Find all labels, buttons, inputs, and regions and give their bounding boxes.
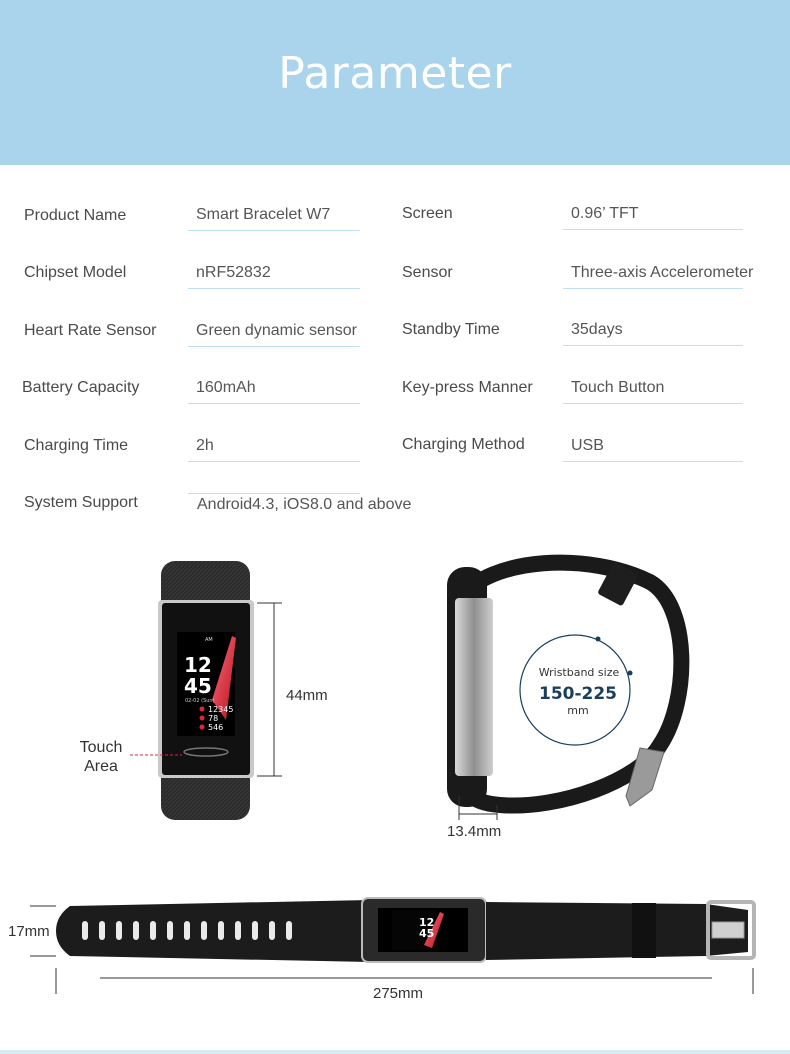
wristband-size-unit: mm bbox=[567, 704, 589, 717]
height-dimension: 44mm bbox=[286, 687, 328, 704]
spec-label-screen: Screen bbox=[402, 205, 453, 222]
side-buckle bbox=[626, 748, 664, 806]
touch-area-label-1: Touch bbox=[79, 739, 123, 756]
spec-label-standby-time: Standby Time bbox=[402, 321, 500, 338]
spec-label-system-support: System Support bbox=[24, 494, 138, 511]
wristband-size-range: 150-225 bbox=[538, 684, 618, 704]
page-title: Parameter bbox=[278, 48, 512, 99]
screen-am: AM bbox=[205, 637, 213, 643]
spec-label-key-press-manner: Key-press Manner bbox=[402, 379, 533, 396]
spec-label-chipset-model: Chipset Model bbox=[24, 264, 127, 281]
circle-dot-top bbox=[596, 637, 601, 642]
touch-area-label-2: Area bbox=[84, 758, 118, 775]
screen-minute: 45 bbox=[184, 674, 212, 698]
spec-label-sensor: Sensor bbox=[402, 264, 453, 281]
spec-value-heart-rate-sensor: Green dynamic sensor bbox=[188, 322, 360, 347]
screen-steps: 12345 bbox=[208, 705, 234, 714]
screen-heart-icon bbox=[200, 716, 205, 721]
band-length-dimension: 275mm bbox=[372, 985, 424, 1002]
spec-value-battery-capacity: 160mAh bbox=[188, 379, 360, 404]
spec-value-system-support: Android4.3, iOS8.0 and above bbox=[197, 496, 412, 513]
flat-screen-minute: 45 bbox=[419, 927, 435, 940]
spec-value-product-name: Smart Bracelet W7 bbox=[188, 206, 360, 231]
spec-label-charging-method: Charging Method bbox=[402, 436, 525, 453]
spec-value-key-press-manner: Touch Button bbox=[563, 379, 743, 404]
spec-value-chipset-model: nRF52832 bbox=[188, 264, 360, 289]
side-silver-frame bbox=[455, 598, 493, 776]
watch-front-view bbox=[80, 561, 328, 820]
spec-label-battery-capacity: Battery Capacity bbox=[22, 379, 140, 396]
spec-value-standby-time: 35days bbox=[563, 321, 743, 346]
spec-label-heart-rate-sensor: Heart Rate Sensor bbox=[24, 322, 157, 339]
spec-label-charging-time: Charging Time bbox=[24, 437, 129, 454]
thickness-dimension: 13.4mm bbox=[447, 823, 502, 840]
flat-buckle-pin bbox=[712, 922, 744, 938]
spec-value-charging-time: 2h bbox=[188, 437, 360, 462]
spec-value-screen: 0.96’ TFT bbox=[563, 205, 743, 230]
band-width-dimension: 17mm bbox=[8, 923, 50, 940]
circle-dot-right bbox=[628, 671, 633, 676]
screen-date: 02-02 (Sun) bbox=[185, 698, 215, 704]
screen-step-icon bbox=[200, 707, 205, 712]
screen-heart: 78 bbox=[208, 714, 219, 723]
spec-value-charging-method: USB bbox=[563, 437, 743, 462]
screen-hour: 12 bbox=[184, 653, 212, 677]
spec-value-sensor: Three-axis Accelerometer bbox=[563, 264, 743, 289]
bracelet-flat-view bbox=[8, 898, 754, 1002]
watch-side-view bbox=[447, 562, 681, 840]
flat-band-keeper bbox=[632, 903, 656, 958]
wristband-size-title: Wristband size bbox=[538, 666, 620, 679]
screen-calorie-icon bbox=[200, 725, 205, 730]
screen-calories: 546 bbox=[208, 723, 224, 732]
flat-screen-hour: 12 bbox=[419, 916, 435, 929]
spec-label-product-name: Product Name bbox=[24, 207, 127, 224]
bottom-divider bbox=[0, 1050, 790, 1054]
